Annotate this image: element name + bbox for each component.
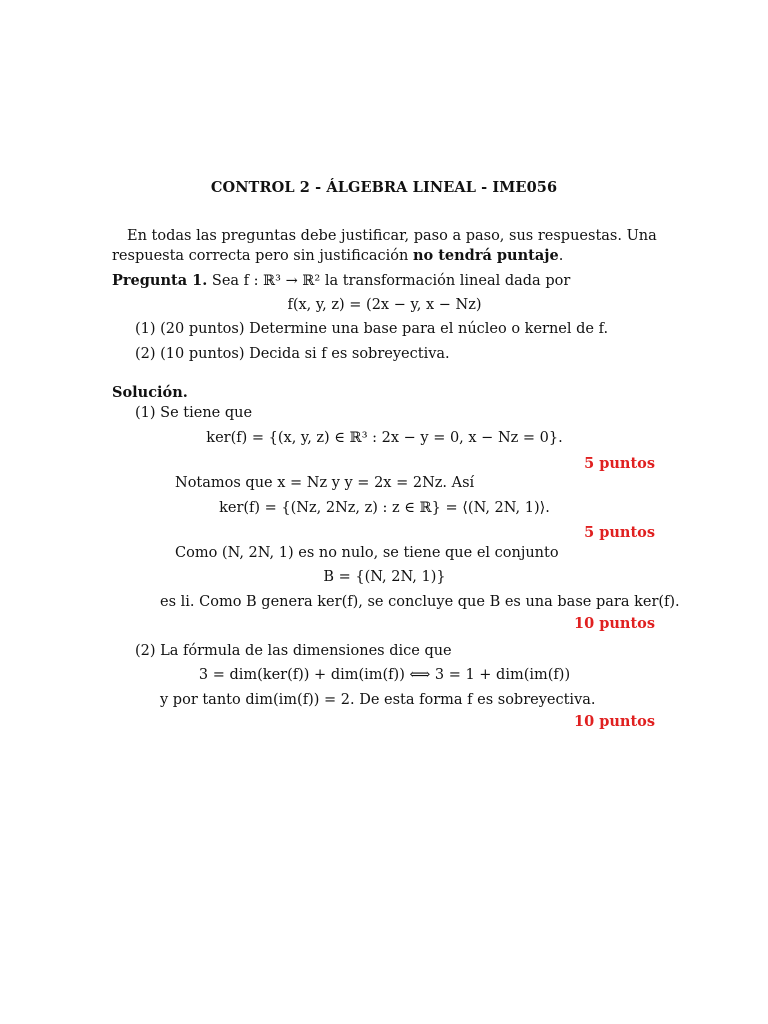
solution-part1-text3: Como (N, 2N, 1) es no nulo, se tiene que el conjunto <box>175 545 559 561</box>
intro-text: En todas las preguntas debe justificar, paso a paso, sus respuestas. Una respuesta correcta pero sin justificación <box>112 228 657 264</box>
solution-part2-eq1: 3 = dim(ker(f)) + dim(im(f)) ⟺ 3 = 1 + dim(im(f)) <box>198 667 571 683</box>
solution-part2-intro: (2) La fórmula de las dimensiones dice que <box>135 643 452 659</box>
question-item-2: (2) (10 puntos) Decida si f es sobreyectiva. <box>135 346 450 362</box>
question-statement: Sea f : ℝ³ → ℝ² la transformación lineal dada por <box>211 273 571 289</box>
solution-part2-text2: y por tanto dim(im(f)) = 2. De esta forma f es sobreyectiva. <box>160 692 596 708</box>
question-label: Pregunta 1. <box>112 272 208 289</box>
solution-part1-eq1: ker(f) = {(x, y, z) ∈ ℝ³ : 2x − y = 0, x − Nz = 0}. <box>206 430 563 446</box>
solution-part1-text2: Notamos que x = Nz y y = 2x = 2Nz. Así <box>175 475 475 491</box>
solution-part1-eq2: ker(f) = {(Nz, 2Nz, z) : z ∈ ℝ} = ⟨(N, 2N, 1)⟩. <box>219 500 550 516</box>
question-item-1: (1) (20 puntos) Determine una base para el núcleo o kernel de f. <box>135 321 609 337</box>
intro-end: . <box>558 248 564 264</box>
solution-part1-eq3: B = {(N, 2N, 1)} <box>323 569 446 585</box>
points-badge-1: 5 puntos <box>584 455 655 472</box>
points-badge-4: 10 puntos <box>574 713 655 730</box>
solution-part1-text4: es li. Como B genera ker(f), se concluye que B es una base para ker(f). <box>160 594 680 610</box>
solution-label: Solución. <box>112 384 188 401</box>
page-title: CONTROL 2 - ÁLGEBRA LINEAL - IME056 <box>210 179 558 196</box>
solution-part1-intro: (1) Se tiene que <box>135 405 253 421</box>
question-formula: f(x, y, z) = (2x − y, x − Nz) <box>287 297 482 313</box>
intro-paragraph <box>112 227 657 266</box>
intro-bold-text: no tendrá puntaje <box>412 247 559 264</box>
points-badge-3: 10 puntos <box>574 615 655 632</box>
question-line <box>112 272 570 289</box>
points-badge-2: 5 puntos <box>584 524 655 541</box>
